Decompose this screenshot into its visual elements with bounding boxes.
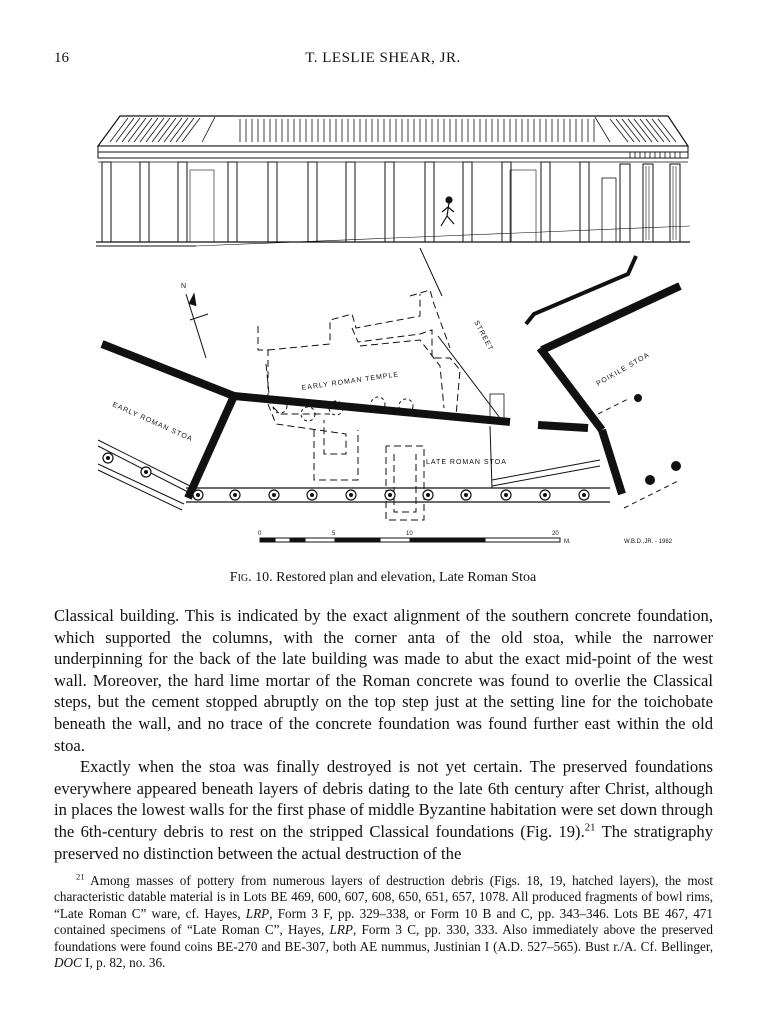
paragraph-1: Classical building. This is indicated by the exact alignment of the southern concrete foundation, which supported the columns, with the corner anta of the old stoa, while the narrower underpinning for the back of the late building was made to abut the exact mid-point of the west wall. Moreover, the hard lime mortar of the Roman concrete was found to overlie the Classical steps, but the cement stopped abruptly on the top step just at the setting line for the toichobate beneath the wall, and no trace of the concrete foundation was found further east within the old stoa. — [54, 606, 713, 755]
label-poikile-stoa: POIKILE STOA — [595, 351, 652, 388]
caption-label: Fig. 10. — [229, 570, 273, 585]
scale-bar — [260, 538, 560, 542]
north-arrow — [181, 283, 208, 358]
footnote-21: $^{21}$ Among masses of pottery from numerous layers of destruction debris (Figs. 18, 19, hatched layers), the most characteristic datable material is in Lots BE 469, 600, 607, 608, 650, 651, 657, 1078. All produced fragments of bowl rims, “Late Roman C” ware, cf. Hayes, LRP, Form 3 F, pp. 329–338, or Form 10 B and C, pp. 343–346. Lots BE 467, 471 contained specimens of “Late Roman C”, Hayes, LRP, Form 3 C, pp. 330, 333. Also immediately above the preserved foundations were found coins BE-270 and BE-307, both AE nummus, Justinian I (A.D. 527–565). Bust r./A. Cf. Bellinger, DOC I, p. 82, no. 36. — [54, 871, 713, 971]
label-street: STREET — [472, 319, 495, 353]
paragraph-2: Exactly when the stoa was finally destroyed is not yet certain. The preserved foundations everywhere appeared beneath layers of debris dating to the late 6th century after Christ, although in places the lowest walls for the first phase of middle Byzantine habitation were set down through the 6th-century debris to rest on the stripped Classical foundations (Fig. 19).$^{21}$ The stratigraphy preserved no distinction between the actual destruction of the — [54, 757, 713, 863]
running-head: T. LESLIE SHEAR, JR. — [305, 50, 461, 66]
figure-plan-elevation — [90, 108, 700, 563]
label-early-roman-temple: EARLY ROMAN TEMPLE — [301, 371, 400, 392]
page-number: 16 — [54, 50, 69, 66]
human-figure — [441, 197, 454, 226]
north-label: N — [181, 283, 188, 290]
scale-unit: M. — [564, 539, 571, 545]
poikile-stoa-dashed — [590, 398, 680, 508]
scale-tick-20: 20 — [552, 531, 559, 537]
drawing-credit: W.B.D.,JR. - 1982 — [624, 539, 673, 545]
body-text — [54, 605, 713, 864]
street-lines — [420, 248, 600, 488]
scale-tick-5: 5 — [332, 531, 336, 537]
footnote-ref-21[interactable]: 21 — [584, 821, 596, 834]
column-centers — [196, 493, 586, 497]
plan-elevation-drawing — [90, 108, 700, 563]
figure-caption — [0, 570, 766, 586]
elevation-drawing — [96, 116, 690, 246]
label-early-roman-stoa: EARLY ROMAN STOA — [111, 401, 194, 444]
plan-drawing — [98, 248, 681, 545]
scale-tick-0: 0 — [258, 531, 262, 537]
scale-tick-10: 10 — [406, 531, 413, 537]
late-roman-walls — [102, 286, 680, 498]
caption-text: Restored plan and elevation, Late Roman Stoa — [276, 570, 537, 585]
label-late-roman-stoa: LATE ROMAN STOA — [426, 459, 507, 466]
early-stoa-columns — [103, 453, 151, 477]
footnote-number: 21 — [76, 871, 85, 882]
